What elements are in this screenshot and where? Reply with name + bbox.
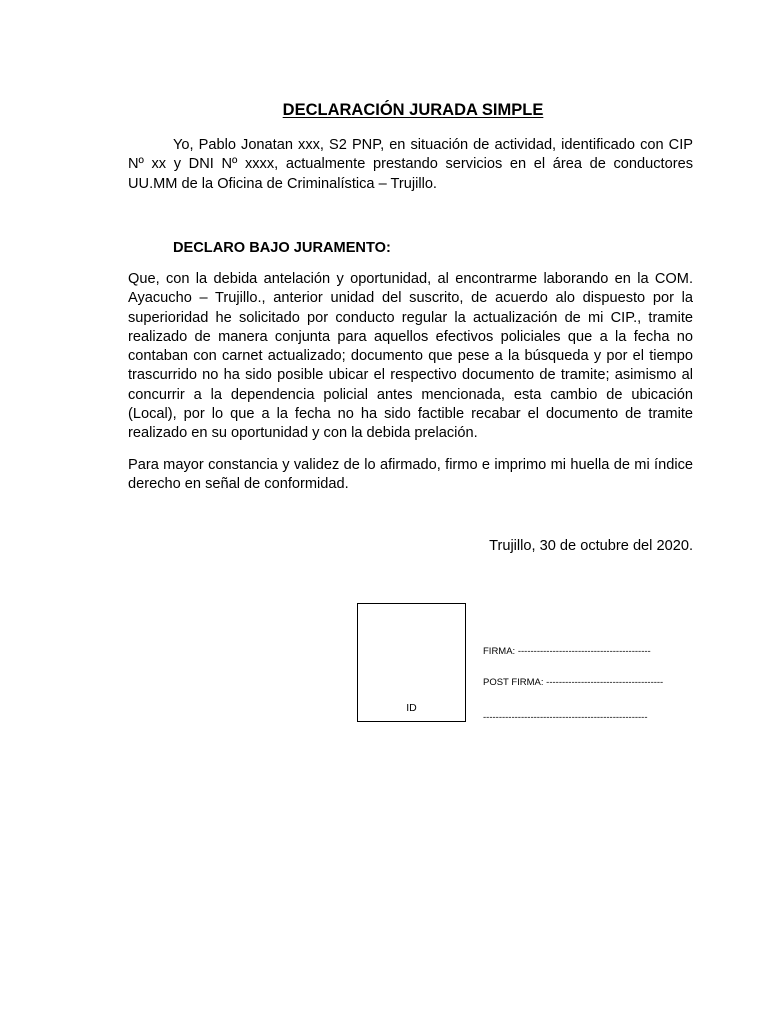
document-title: DECLARACIÓN JURADA SIMPLE — [282, 101, 544, 119]
declaration-body-paragraph: Que, con la debida antelación y oportunidad, al encontrarme laborando en la COM. Ayacucho – Trujillo., anterior unidad del suscrito, de acuerdo alo dispuesto por la superioridad he solicitado por conducto regular la actualización de mi CIP., tramite realizado de manera conjunta para aquellos efectivos policiales que a la fecha no contaban con carnet actualizado; documento que pese a la búsqueda y por el tiempo trascurrido no ha sido posible ubicar el respectivo documento de tramite; asimismo al concurrir a la dependencia policial antes mencionada, esta cambio de ubicación (Local), por lo que a la fecha no ha sido factible recabar el documento de tramite realizado en su oportunidad y con la debida prelación. — [128, 271, 693, 442]
blank-signature-line: ---------------------------------------------------- — [483, 712, 648, 723]
firma-line: FIRMA: ------------------------------------------ — [483, 646, 651, 657]
fingerprint-id-box — [357, 603, 466, 722]
declaro-heading: DECLARO BAJO JURAMENTO: — [173, 240, 391, 256]
id-box-label: ID — [406, 702, 417, 714]
post-firma-line: POST FIRMA: ------------------------------------- — [483, 677, 664, 688]
intro-paragraph: Yo, Pablo Jonatan xxx, S2 PNP, en situación de actividad, identificado con CIP Nº xx y DNI Nº xxxx, actualmente prestando servicios en el área de conductores UU.MM de la Oficina de Criminalística – Trujillo. — [128, 137, 693, 192]
place-date-line: Trujillo, 30 de octubre del 2020. — [489, 538, 693, 554]
constancia-paragraph: Para mayor constancia y validez de lo afirmado, firmo e imprimo mi huella de mi índice derecho en señal de conformidad. — [128, 457, 693, 493]
